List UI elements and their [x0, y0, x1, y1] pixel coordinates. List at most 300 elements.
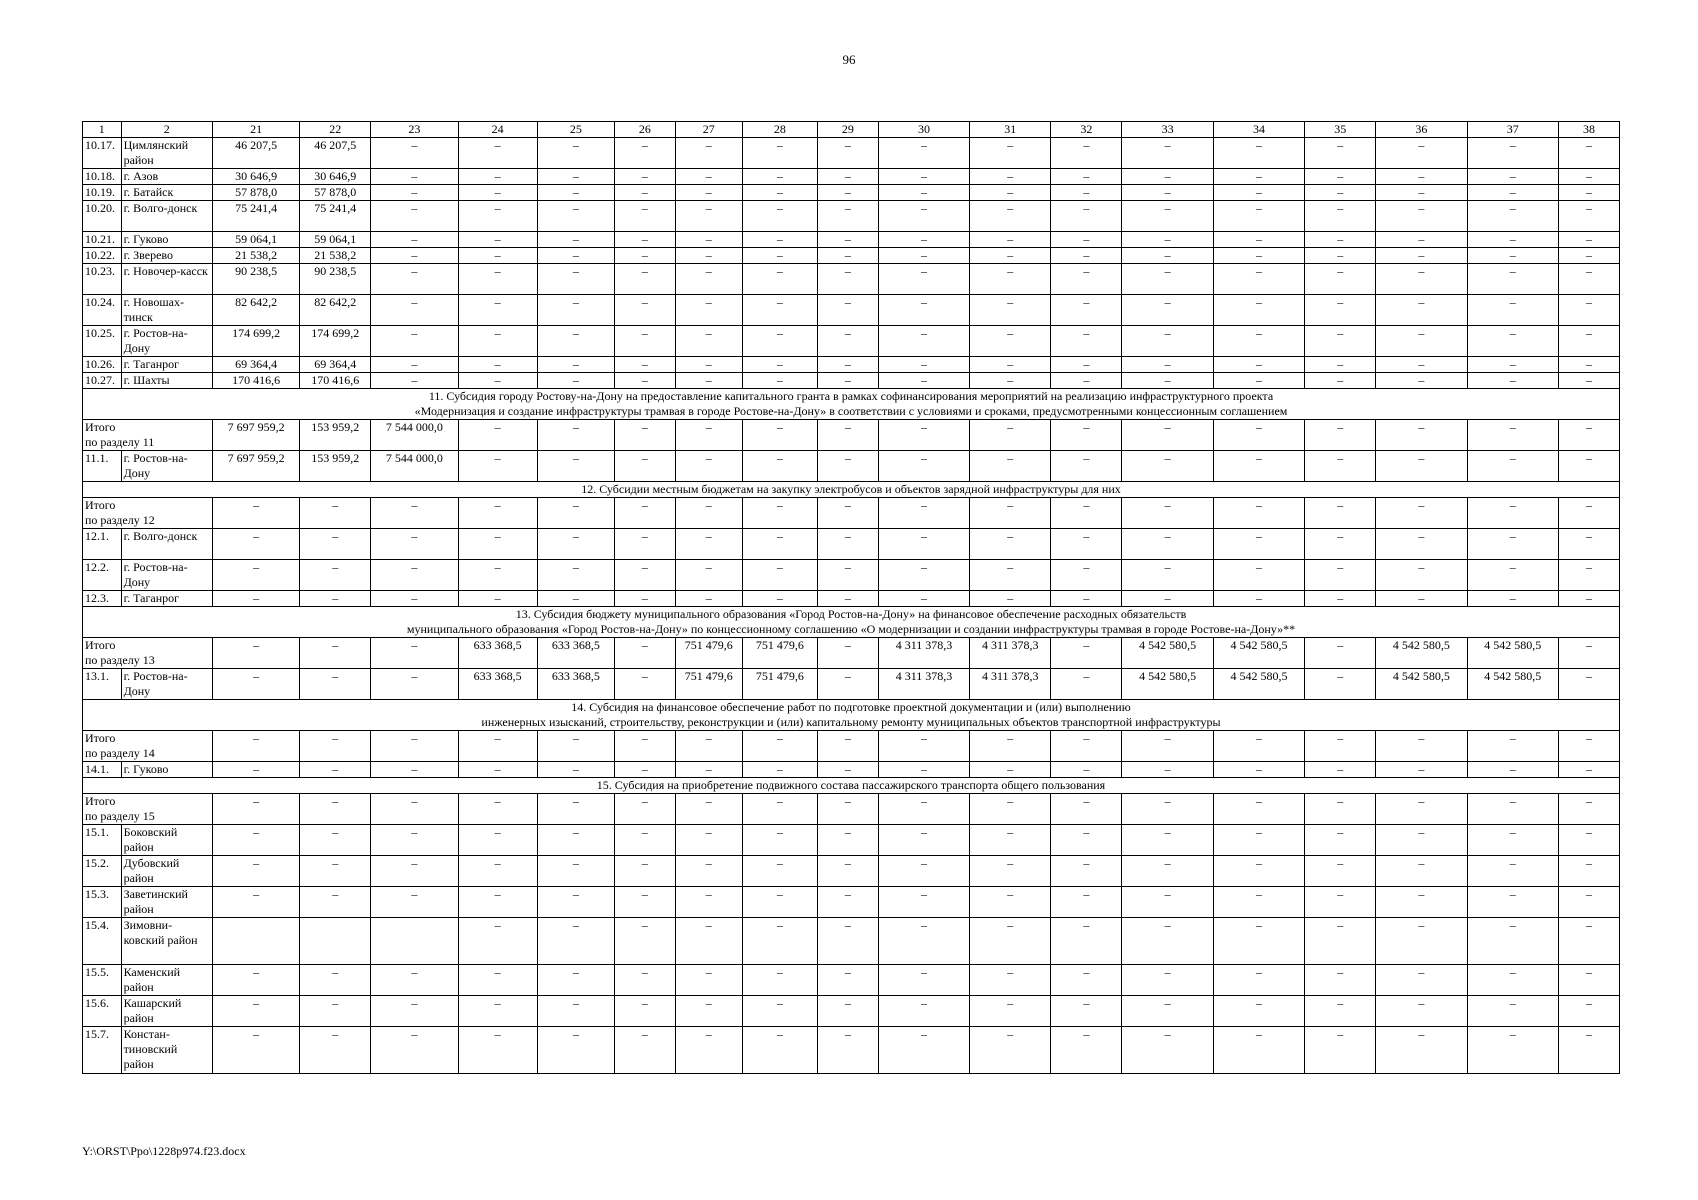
value-cell: – [1467, 248, 1558, 264]
value-cell: – [1213, 965, 1304, 996]
value-cell: – [1305, 731, 1376, 762]
value-cell: – [878, 451, 969, 482]
value-cell: – [1051, 762, 1122, 778]
value-cell: – [1051, 357, 1122, 373]
value-cell: – [1305, 887, 1376, 918]
value-cell: – [1467, 169, 1558, 185]
value-cell: – [212, 529, 299, 560]
value-cell: – [614, 1027, 675, 1074]
value-cell: – [817, 918, 878, 965]
value-cell: – [1122, 1027, 1213, 1074]
value-cell: – [1213, 856, 1304, 887]
column-header: 21 [212, 122, 299, 138]
value-cell: – [878, 965, 969, 996]
value-cell: 751 479,6 [675, 669, 742, 700]
value-cell: – [878, 529, 969, 560]
value-cell: – [742, 326, 817, 357]
value-cell: – [614, 560, 675, 591]
value-cell: – [970, 762, 1051, 778]
value-cell: – [300, 825, 371, 856]
value-cell: – [878, 1027, 969, 1074]
value-cell: – [970, 825, 1051, 856]
value-cell: – [675, 996, 742, 1027]
section-heading-row [83, 607, 1620, 638]
value-cell: – [1051, 138, 1122, 169]
value-cell: – [537, 529, 614, 560]
value-cell: – [614, 669, 675, 700]
value-cell: 69 364,4 [212, 357, 299, 373]
value-cell: – [817, 591, 878, 607]
value-cell: – [212, 965, 299, 996]
value-cell: – [1376, 560, 1467, 591]
value-cell: 30 646,9 [212, 169, 299, 185]
value-cell: – [1558, 762, 1619, 778]
value-cell: – [1558, 138, 1619, 169]
value-cell: – [1213, 295, 1304, 326]
value-cell: – [1305, 498, 1376, 529]
value-cell: – [1305, 264, 1376, 295]
value-cell: – [1051, 232, 1122, 248]
value-cell: – [742, 373, 817, 389]
value-cell: – [675, 185, 742, 201]
value-cell: – [742, 762, 817, 778]
total-label-line: Итого [85, 498, 116, 512]
value-cell: – [1122, 232, 1213, 248]
value-cell: – [1122, 856, 1213, 887]
value-cell: – [1467, 232, 1558, 248]
value-cell: – [1122, 451, 1213, 482]
value-cell: – [537, 762, 614, 778]
column-header: 36 [1376, 122, 1467, 138]
total-label-line: по разделу 11 [85, 435, 155, 449]
table-row [83, 825, 1620, 856]
table-row [83, 762, 1620, 778]
row-number: 10.27. [83, 373, 122, 389]
value-cell: – [817, 357, 878, 373]
value-cell: – [970, 138, 1051, 169]
value-cell: – [300, 669, 371, 700]
value-cell: – [212, 825, 299, 856]
value-cell: – [1051, 529, 1122, 560]
value-cell: – [742, 591, 817, 607]
value-cell: – [1376, 201, 1467, 232]
value-cell: – [1376, 232, 1467, 248]
value-cell: – [1467, 825, 1558, 856]
value-cell: – [1122, 248, 1213, 264]
row-name: г. Гуково [121, 232, 212, 248]
value-cell: – [817, 498, 878, 529]
value-cell: – [537, 560, 614, 591]
value-cell: – [1467, 326, 1558, 357]
value-cell: – [614, 138, 675, 169]
value-cell: – [1558, 295, 1619, 326]
table-row [83, 669, 1620, 700]
value-cell: 21 538,2 [300, 248, 371, 264]
value-cell: – [675, 965, 742, 996]
column-header: 31 [970, 122, 1051, 138]
total-label-line: по разделу 15 [85, 809, 155, 823]
section-total-label [83, 498, 213, 529]
value-cell: – [458, 185, 537, 201]
value-cell: – [1122, 762, 1213, 778]
value-cell: – [458, 591, 537, 607]
row-number: 10.26. [83, 357, 122, 373]
value-cell: – [970, 591, 1051, 607]
value-cell: – [1305, 856, 1376, 887]
row-name: г. Таганрог [121, 357, 212, 373]
value-cell: – [537, 232, 614, 248]
value-cell: – [1376, 1027, 1467, 1074]
value-cell: – [458, 138, 537, 169]
column-header: 33 [1122, 122, 1213, 138]
value-cell: – [1122, 138, 1213, 169]
value-cell: – [458, 856, 537, 887]
value-cell: – [300, 529, 371, 560]
value-cell: – [675, 731, 742, 762]
value-cell: – [742, 887, 817, 918]
value-cell: – [675, 825, 742, 856]
value-cell: 82 642,2 [212, 295, 299, 326]
column-header: 30 [878, 122, 969, 138]
value-cell: – [1376, 529, 1467, 560]
value-cell: – [458, 451, 537, 482]
column-header: 23 [371, 122, 458, 138]
value-cell: – [1051, 794, 1122, 825]
column-header: 28 [742, 122, 817, 138]
value-cell: – [371, 326, 458, 357]
value-cell: – [371, 248, 458, 264]
value-cell: 751 479,6 [675, 638, 742, 669]
value-cell: – [537, 498, 614, 529]
value-cell: – [1122, 887, 1213, 918]
value-cell: – [537, 856, 614, 887]
row-name: г. Гуково [121, 762, 212, 778]
column-header: 34 [1213, 122, 1304, 138]
value-cell: – [1558, 201, 1619, 232]
value-cell: – [371, 996, 458, 1027]
value-cell: – [1467, 1027, 1558, 1074]
value-cell: – [1122, 498, 1213, 529]
section-heading-line: 11. Субсидия городу Ростову-на-Дону на предоставление капитального гранта в рамках софинансирования мероприятий на реализацию инфраструктурного проекта [428, 389, 1274, 403]
value-cell: – [1305, 295, 1376, 326]
value-cell: – [1305, 965, 1376, 996]
value-cell: – [371, 529, 458, 560]
value-cell: – [371, 669, 458, 700]
value-cell: 30 646,9 [300, 169, 371, 185]
value-cell: – [371, 887, 458, 918]
value-cell: – [1305, 138, 1376, 169]
table-row [83, 856, 1620, 887]
value-cell: – [1305, 451, 1376, 482]
value-cell: – [742, 357, 817, 373]
section-heading [83, 389, 1620, 420]
value-cell: – [1305, 185, 1376, 201]
value-cell: – [212, 498, 299, 529]
value-cell: – [614, 264, 675, 295]
value-cell: – [1122, 326, 1213, 357]
value-cell: – [1051, 420, 1122, 451]
value-cell: 69 364,4 [300, 357, 371, 373]
value-cell: – [537, 794, 614, 825]
value-cell: – [300, 638, 371, 669]
value-cell: – [878, 856, 969, 887]
table-row [83, 169, 1620, 185]
value-cell: – [1467, 295, 1558, 326]
value-cell: – [878, 762, 969, 778]
value-cell: – [1558, 856, 1619, 887]
value-cell: – [970, 295, 1051, 326]
value-cell: – [212, 1027, 299, 1074]
value-cell: – [1213, 794, 1304, 825]
value-cell: – [458, 965, 537, 996]
value-cell: – [878, 185, 969, 201]
value-cell: – [300, 591, 371, 607]
section-total-label [83, 731, 213, 762]
value-cell: – [458, 295, 537, 326]
value-cell: – [371, 560, 458, 591]
value-cell: – [878, 169, 969, 185]
value-cell: – [212, 762, 299, 778]
value-cell: – [878, 373, 969, 389]
value-cell: – [537, 264, 614, 295]
value-cell: – [817, 794, 878, 825]
value-cell: – [212, 591, 299, 607]
value-cell: – [212, 996, 299, 1027]
value-cell: – [878, 138, 969, 169]
value-cell: – [300, 1027, 371, 1074]
value-cell: 751 479,6 [742, 638, 817, 669]
value-cell: – [1051, 373, 1122, 389]
value-cell: – [1122, 420, 1213, 451]
value-cell: – [1213, 185, 1304, 201]
value-cell: – [371, 965, 458, 996]
value-cell: 4 542 580,5 [1213, 669, 1304, 700]
value-cell: – [1376, 373, 1467, 389]
column-header: 25 [537, 122, 614, 138]
value-cell: – [1213, 498, 1304, 529]
total-label-line: Итого [85, 420, 116, 434]
column-header: 24 [458, 122, 537, 138]
value-cell: – [458, 887, 537, 918]
row-name: г. Азов [121, 169, 212, 185]
value-cell: – [537, 357, 614, 373]
table-body [83, 122, 1620, 1074]
value-cell: – [675, 1027, 742, 1074]
value-cell: – [878, 498, 969, 529]
value-cell: 4 311 378,3 [970, 669, 1051, 700]
value-cell: – [1376, 138, 1467, 169]
value-cell: – [1558, 825, 1619, 856]
subsidy-table [82, 121, 1620, 1074]
table-row [83, 201, 1620, 232]
value-cell: – [371, 731, 458, 762]
value-cell: – [878, 560, 969, 591]
value-cell: – [817, 169, 878, 185]
value-cell: – [1558, 996, 1619, 1027]
value-cell: – [1051, 591, 1122, 607]
row-number: 11.1. [83, 451, 122, 482]
value-cell: – [1467, 731, 1558, 762]
value-cell: – [1467, 357, 1558, 373]
value-cell: – [878, 794, 969, 825]
value-cell: – [742, 918, 817, 965]
row-number: 10.17. [83, 138, 122, 169]
value-cell: – [1376, 357, 1467, 373]
value-cell: – [1558, 357, 1619, 373]
value-cell: 90 238,5 [212, 264, 299, 295]
section-heading-line: 15. Субсидия на приобретение подвижного состава пассажирского транспорта общего пользования [596, 778, 1106, 792]
value-cell: – [614, 451, 675, 482]
value-cell: – [614, 794, 675, 825]
value-cell: – [1213, 248, 1304, 264]
value-cell: – [614, 357, 675, 373]
value-cell: 4 542 580,5 [1122, 669, 1213, 700]
row-number: 10.24. [83, 295, 122, 326]
section-total-label [83, 638, 213, 669]
row-name: г. Новочер-касск [121, 264, 212, 295]
value-cell: – [742, 498, 817, 529]
value-cell: – [614, 887, 675, 918]
value-cell: – [742, 825, 817, 856]
value-cell: – [878, 232, 969, 248]
value-cell: – [212, 794, 299, 825]
value-cell: – [1213, 357, 1304, 373]
value-cell: – [817, 138, 878, 169]
value-cell: – [970, 560, 1051, 591]
value-cell: – [1051, 451, 1122, 482]
section-total-label [83, 420, 213, 451]
value-cell: – [1213, 201, 1304, 232]
value-cell: – [878, 201, 969, 232]
value-cell: – [1305, 591, 1376, 607]
value-cell: – [1376, 887, 1467, 918]
value-cell: – [371, 232, 458, 248]
value-cell: – [742, 451, 817, 482]
value-cell: – [614, 731, 675, 762]
value-cell: – [1558, 529, 1619, 560]
value-cell: – [742, 1027, 817, 1074]
total-label-line: Итого [85, 794, 116, 808]
value-cell: – [458, 529, 537, 560]
value-cell: – [675, 591, 742, 607]
value-cell: 4 542 580,5 [1213, 638, 1304, 669]
value-cell: – [1305, 669, 1376, 700]
value-cell: – [1467, 185, 1558, 201]
value-cell: – [817, 264, 878, 295]
value-cell: – [537, 1027, 614, 1074]
column-header: 38 [1558, 122, 1619, 138]
value-cell: – [1376, 295, 1467, 326]
column-header: 29 [817, 122, 878, 138]
value-cell: – [371, 373, 458, 389]
value-cell: – [742, 529, 817, 560]
value-cell: – [1467, 856, 1558, 887]
value-cell: – [675, 248, 742, 264]
value-cell: 4 311 378,3 [878, 669, 969, 700]
row-name: Констан-тиновский район [121, 1027, 212, 1074]
value-cell: – [537, 373, 614, 389]
value-cell: – [1051, 498, 1122, 529]
total-label-line: по разделу 13 [85, 653, 155, 667]
value-cell: – [1467, 794, 1558, 825]
value-cell: – [371, 825, 458, 856]
value-cell: – [1376, 420, 1467, 451]
value-cell: – [1051, 201, 1122, 232]
value-cell: – [458, 918, 537, 965]
row-name: Заветинский район [121, 887, 212, 918]
value-cell: – [1213, 887, 1304, 918]
value-cell: – [878, 264, 969, 295]
value-cell: – [970, 169, 1051, 185]
value-cell: – [614, 248, 675, 264]
value-cell: – [614, 638, 675, 669]
value-cell: – [1558, 560, 1619, 591]
value-cell: – [878, 357, 969, 373]
row-name: Цимлянский район [121, 138, 212, 169]
value-cell: – [817, 638, 878, 669]
value-cell: – [614, 498, 675, 529]
value-cell: – [1558, 669, 1619, 700]
value-cell: 21 538,2 [212, 248, 299, 264]
value-cell: 4 542 580,5 [1122, 638, 1213, 669]
value-cell: – [458, 996, 537, 1027]
row-number: 12.2. [83, 560, 122, 591]
value-cell: – [1558, 232, 1619, 248]
value-cell: 633 368,5 [458, 669, 537, 700]
value-cell: – [1376, 996, 1467, 1027]
value-cell: – [742, 185, 817, 201]
value-cell: – [1122, 264, 1213, 295]
value-cell: – [1305, 996, 1376, 1027]
row-number: 10.19. [83, 185, 122, 201]
total-label-line: по разделу 14 [85, 746, 155, 760]
value-cell: – [300, 560, 371, 591]
value-cell: – [1305, 560, 1376, 591]
value-cell: – [1122, 996, 1213, 1027]
value-cell: – [1376, 918, 1467, 965]
row-number: 10.23. [83, 264, 122, 295]
value-cell: – [614, 169, 675, 185]
value-cell: – [212, 887, 299, 918]
value-cell: 75 241,4 [212, 201, 299, 232]
value-cell: – [675, 326, 742, 357]
value-cell: – [1305, 232, 1376, 248]
value-cell: – [614, 529, 675, 560]
value-cell: – [300, 856, 371, 887]
value-cell: – [458, 794, 537, 825]
value-cell: – [300, 731, 371, 762]
value-cell: – [817, 560, 878, 591]
value-cell: – [1213, 169, 1304, 185]
value-cell: – [742, 169, 817, 185]
value-cell: – [371, 638, 458, 669]
value-cell: – [1122, 201, 1213, 232]
section-heading-line: муниципального образования «Город Ростов-на-Дону» по концессионному соглашению «О модернизации и создании инфраструктуры трамвая в городе Ростове-на-Дону»** [406, 622, 1296, 636]
value-cell: – [458, 357, 537, 373]
value-cell: – [300, 498, 371, 529]
page-number: 96 [842, 52, 856, 67]
value-cell: – [742, 996, 817, 1027]
value-cell: – [1213, 232, 1304, 248]
column-header: 32 [1051, 122, 1122, 138]
value-cell: – [614, 373, 675, 389]
value-cell: 57 878,0 [300, 185, 371, 201]
value-cell: – [817, 965, 878, 996]
value-cell: – [1305, 762, 1376, 778]
value-cell: – [1467, 264, 1558, 295]
value-cell: – [212, 560, 299, 591]
value-cell: 4 542 580,5 [1467, 638, 1558, 669]
